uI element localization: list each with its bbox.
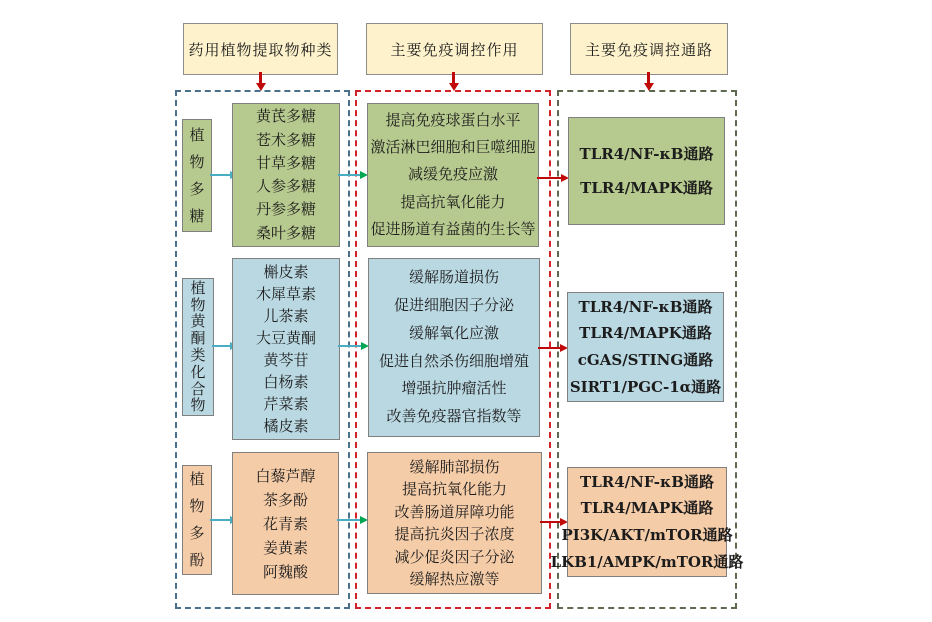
arrow-icon [210,519,230,521]
effects-box-polysaccharides [367,103,539,247]
text-line: 缓解氧化应激 [408,323,499,342]
header-immune-pathways: 主要免疫调控通路 [570,23,728,75]
arrow-icon [540,521,560,523]
text-line: 木犀草素 [255,284,316,303]
down-arrow-icon [647,72,650,83]
text-line: SIRT1/PGC-1α通路 [569,377,722,396]
text-line: 黄芩苷 [263,351,309,369]
text-line: 大豆黄酮 [255,328,316,347]
effects-box-polyphenols [367,452,542,594]
pathways-box-flavonoids [567,292,724,402]
extracts-list-polyphenols [232,452,339,595]
text-line: 激活淋巴细胞和巨噬细胞 [370,138,536,157]
text-line: 提高抗氧化能力 [401,480,507,498]
text-line: 苍术多糖 [255,130,316,149]
extracts-list-flavonoids [232,258,340,440]
text-line: 桑叶多糖 [255,223,316,242]
header-immune-effects: 主要免疫调控作用 [366,23,543,75]
text-line: 提高抗氧化能力 [400,192,506,211]
arrow-icon [338,174,360,176]
arrow-icon [537,177,561,179]
text-line: 提高免疫球蛋白水平 [385,110,521,129]
text-line: cGAS/STING通路 [577,351,714,369]
text-line: 姜黄素 [262,538,308,557]
extracts-list-polysaccharides [232,103,340,247]
arrow-icon [337,519,360,521]
arrow-icon [210,174,230,176]
text-line: 促进细胞因子分泌 [393,296,514,314]
text-line: 缓解热应激等 [409,570,500,588]
down-arrow-icon [259,72,262,83]
text-line: PI3K/AKT/mTOR通路 [561,526,733,544]
category-box-polyphenols [182,465,212,575]
text-line: 阿魏酸 [262,562,308,581]
category-label: 植物黄酮类化合物 [190,278,206,415]
text-line: 白藜芦醇 [255,466,316,485]
text-line: 黄芪多糖 [255,107,316,126]
text-line: 减缓免疫应激 [407,165,498,184]
text-line: TLR4/MAPK通路 [580,179,713,197]
text-line: 茶多酚 [262,490,308,509]
arrow-icon [538,347,560,349]
text-line: 促进肠道有益菌的生长等 [370,219,536,238]
category-box-flavonoids [182,278,214,416]
text-line: TLR4/NF-κB通路 [579,144,714,163]
text-line: 槲皮素 [263,262,309,281]
category-box-polysaccharides [182,119,212,232]
text-line: LKB1/AMPK/mTOR通路 [550,552,744,571]
text-line: 花青素 [262,514,308,533]
text-line: TLR4/MAPK通路 [579,324,712,343]
text-line: 促进自然杀伤细胞增殖 [378,351,529,370]
arrow-icon [338,345,361,347]
text-line: 改善免疫器官指数等 [386,407,522,425]
text-line: TLR4/NF-κB通路 [580,472,714,491]
text-line: 甘草多糖 [255,153,316,172]
text-line: 丹参多糖 [255,200,316,219]
text-line: 增强抗肿瘤活性 [401,379,507,398]
text-line: 人参多糖 [255,177,316,195]
pathways-box-polyphenols [550,467,744,577]
text-line: 橘皮素 [263,417,309,436]
text-line: 芹菜素 [263,395,309,414]
text-line: 提高抗炎因子浓度 [394,525,515,543]
arrow-icon [212,345,230,347]
text-line: 改善肠道屏障功能 [394,502,515,521]
text-line: 白杨素 [263,373,309,392]
down-arrow-icon [452,72,455,83]
text-line: 儿茶素 [263,306,309,325]
text-line: TLR4/NF-κB通路 [578,297,713,316]
header-extract-types: 药用植物提取物种类 [183,23,338,75]
effects-box-flavonoids [368,258,540,437]
pathways-box-polysaccharides [568,117,725,225]
text-line: 减少促炎因子分泌 [394,547,515,566]
category-label: 植物多糖 [189,125,205,225]
text-line: TLR4/MAPK通路 [580,499,714,518]
category-label: 植物多酚 [189,470,205,569]
text-line: 缓解肠道损伤 [408,268,499,287]
text-line: 缓解肺部损伤 [409,457,500,476]
